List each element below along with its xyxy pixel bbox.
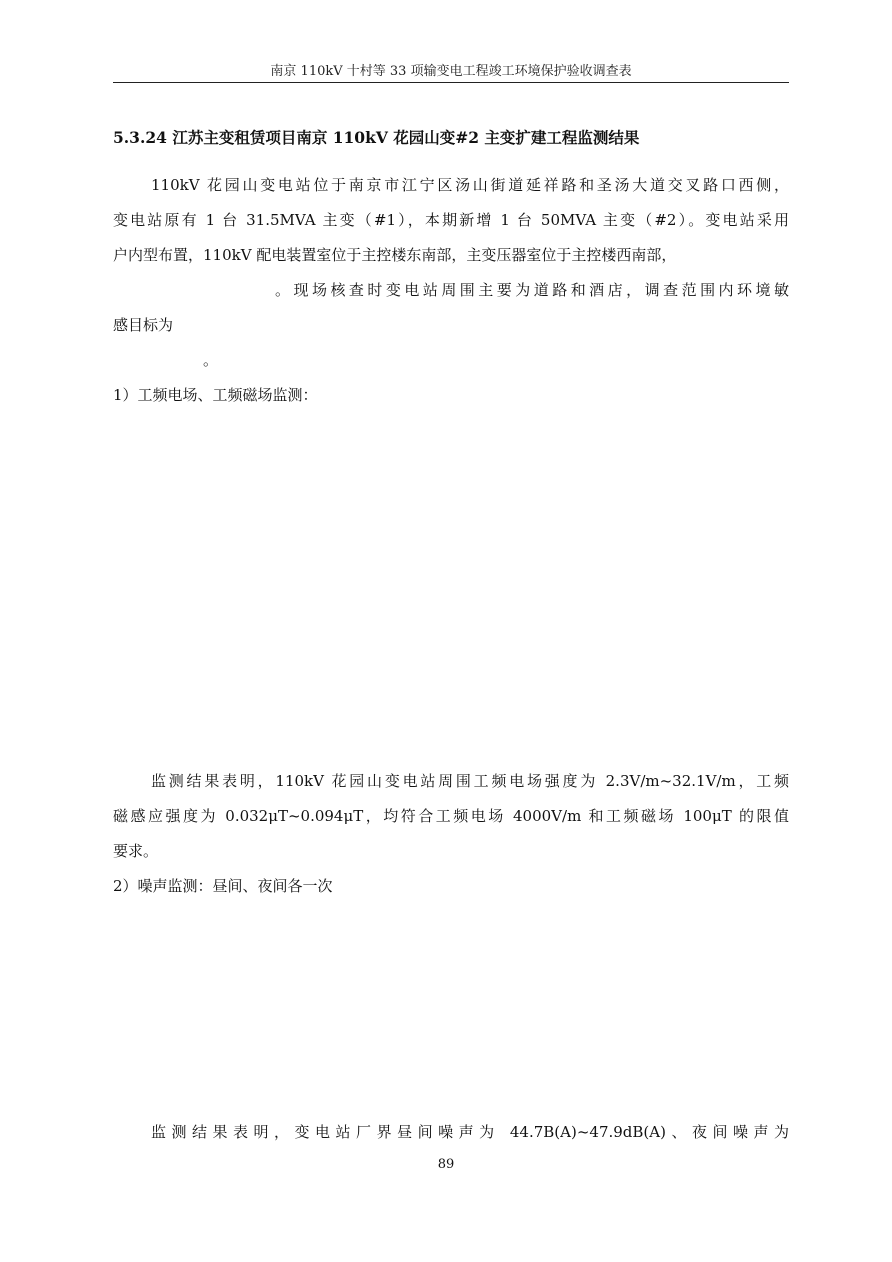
header-divider — [113, 82, 789, 83]
em-result-line-2: 磁感应强度为 0.032μT~0.094μT，均符合工频电场 4000V/m 和工频磁场 100μT 的限值 — [113, 807, 789, 825]
em-monitoring-heading: 1）工频电场、工频磁场监测： — [113, 386, 318, 404]
section-title: 5.3.24 江苏主变租赁项目南京 110kV 花园山变#2 主变扩建工程监测结果 — [113, 128, 640, 147]
intro-line-2: 变电站原有 1 台 31.5MVA 主变（#1），本期新增 1 台 50MVA 主变（#2）。变电站采用 — [113, 211, 789, 229]
intro-line-5: 感目标为 — [113, 316, 174, 334]
noise-monitoring-heading: 2）噪声监测：昼间、夜间各一次 — [113, 877, 333, 895]
em-result-line-3: 要求。 — [113, 842, 159, 860]
intro-line-1: 110kV 花园山变电站位于南京市江宁区汤山街道延祥路和圣汤大道交叉路口西侧， — [151, 176, 789, 194]
intro-line-6: 。 — [203, 351, 219, 369]
intro-line-3: 户内型布置，110kV 配电装置室位于主控楼东南部，主变压器室位于主控楼西南部， — [113, 246, 677, 264]
page-number: 89 — [437, 1157, 455, 1172]
intro-line-4: 。现场核查时变电站周围主要为道路和酒店，调查范围内环境敏 — [275, 281, 789, 299]
page-header: 南京 110kV 十村等 33 项输变电工程竣工环境保护验收调查表 — [270, 64, 632, 79]
em-result-line-1: 监测结果表明，110kV 花园山变电站周围工频电场强度为 2.3V/m~32.1V/m，工频 — [151, 772, 789, 790]
noise-result-line-1: 监测结果表明，变电站厂界昼间噪声为 44.7B(A)~47.9dB(A)、夜间噪声为 — [151, 1123, 789, 1141]
